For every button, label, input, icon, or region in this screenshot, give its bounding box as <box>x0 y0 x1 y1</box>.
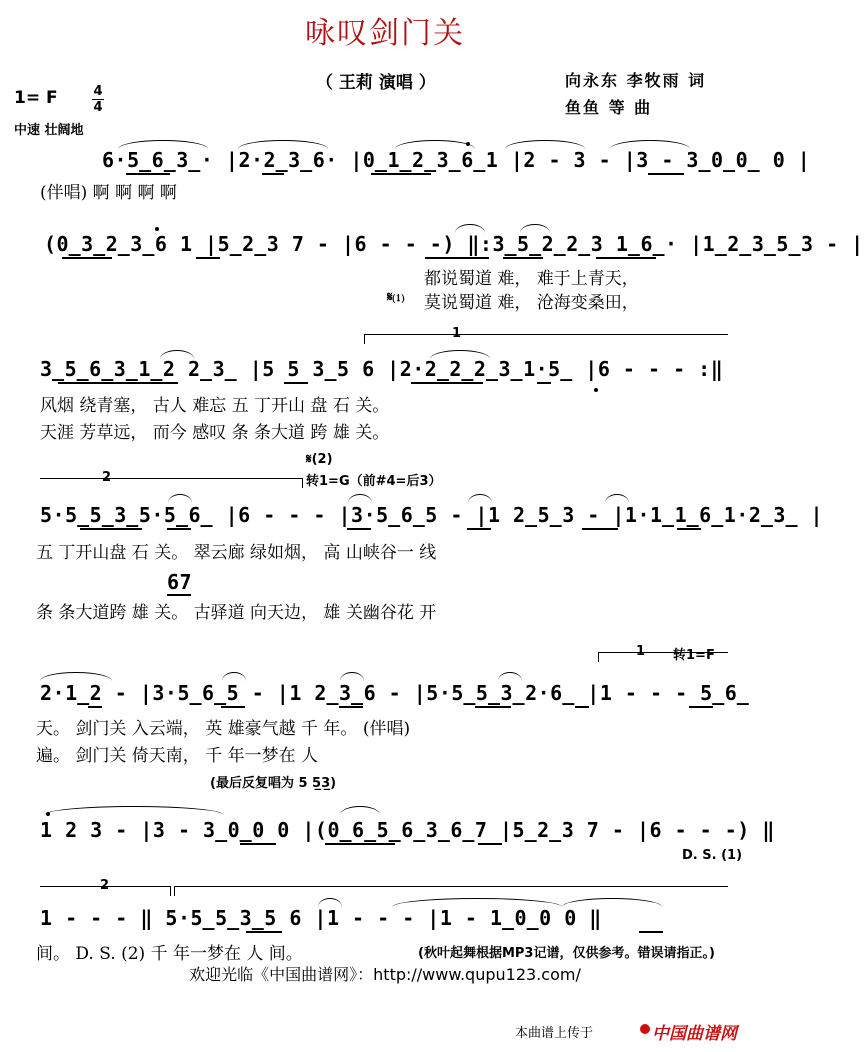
segno-1: 𝄋⑴ <box>387 290 405 305</box>
site-welcome-link[interactable]: 欢迎光临《中国曲谱网》：http://www.qupu123.com/ <box>189 965 581 984</box>
lyrics-row-4-verse-1: 五 丁开山盘 石 关。 翠云廊 绿如烟， 高 山峡谷一 线 <box>36 543 437 563</box>
music-row-6: 1 2 3 - |3 - 3̲0̲0 0 |(0̲6̲5̲6̲3̲6̲7 |5̲2̲3 7 - |6 - - -) ‖ <box>40 818 775 842</box>
key-signature: 1= F <box>14 88 58 108</box>
lyrics-row-3-verse-1: 风烟 绕青塞， 古人 难忘 五 丁开山 盘 石 关。 <box>40 396 390 416</box>
music-row-1: 6·5̲6̲3̲· |2·2̲3̲6· |0̲1̲2̲3̲6̲1 |2 - 3 - |3 - 3̲0̲0̲ 0 | <box>102 148 811 172</box>
music-row-2: (0̲3̲2̲3̲6 1 |5̲2̲3 7 - |6 - - -) ‖:3̲5̲2̲2̲3 1̲6̲· |1̲2̲3̲5̲3 - | <box>44 232 864 256</box>
lyricist-credit: 向永东 李牧雨 词 <box>565 71 707 90</box>
segno-2: 𝄋(2) <box>306 452 333 467</box>
lyrics-row-5-verse-2: 遍。 剑门关 倚天南， 千 年一梦在 人 <box>36 746 319 766</box>
site-logo-icon <box>640 1024 650 1034</box>
lyrics-row-5-verse-1: 天。 剑门关 入云端， 英 雄豪气越 千 年。 (伴唱) <box>36 719 411 739</box>
lyrics-row-2-verse-1: 都说蜀道 难， 难于上青天， <box>424 269 639 289</box>
lyrics-row-4-verse-2: 条 条大道跨 雄 关。 古驿道 向天边， 雄 关幽谷花 开 <box>36 603 437 623</box>
lyrics-row-3-verse-2: 天涯 芳草远， 而今 感叹 条 条大道 跨 雄 关。 <box>40 423 390 443</box>
composer-credit: 鱼鱼 等 曲 <box>565 98 653 117</box>
time-signature-bottom: 4 <box>93 100 103 115</box>
volta-1-first: 1 <box>452 326 462 341</box>
volta-2-first: 2 <box>102 470 112 485</box>
time-signature <box>92 84 104 115</box>
time-signature-top: 4 <box>93 84 103 99</box>
volta-1-second: 1 <box>636 644 646 659</box>
modulation-g: 转1=G（前#4=后3） <box>306 474 442 489</box>
site-logo[interactable]: 中国曲谱网 <box>652 1024 737 1044</box>
ds-1: D. S. (1) <box>682 848 743 863</box>
lyrics-row-1: (伴唱) 啊 啊 啊 啊 <box>40 183 177 203</box>
upload-label: 本曲谱上传于 <box>515 1026 594 1041</box>
alternate-notes: 67 <box>167 570 193 594</box>
music-row-5: 2·1̲2 - |3·5̲6̲5 - |1 2̲3̲6 - |5·5̲5̲3̲2·6̲ |1 - - - 5̲6̲ <box>40 681 750 705</box>
lyrics-row-7: 间。 D. S. (2) 千 年一梦在 人 间。 <box>36 944 303 964</box>
final-repeat-note: (最后反复唱为 5 5̲3̲) <box>210 776 337 791</box>
music-row-4: 5·5̲5̲3̲5·5̲6̲ |6 - - - |3·5̲6̲5 - |1 2̲5̲3 - |1·1̲1̲6̲1·2̲3̲ | <box>40 503 824 527</box>
music-row-7: 1 - - - ‖ 5·5̲5̲3̲5 6 |1 - - - |1 - 1̲0̲0 0 ‖ <box>40 906 602 930</box>
modulation-f: 转1=F <box>673 648 715 663</box>
tempo-marking: 中速 壮阔地 <box>14 123 84 138</box>
transcription-note: (秋叶起舞根据MP3记谱，仅供参考。错误请指正。) <box>418 946 715 961</box>
volta-2-second: 2 <box>100 878 110 893</box>
singer-credit: （ 王莉 演唱 ） <box>316 73 436 93</box>
lyrics-row-2-verse-2: 莫说蜀道 难， 沧海变桑田， <box>424 293 639 313</box>
music-row-3: 3̲5̲6̲3̲1̲2 2̲3̲ |5 5 3̲5 6 |2·2̲2̲2̲3̲1·5̲ |6 - - - :‖ <box>40 357 724 381</box>
page-title: 咏叹剑门关 <box>305 16 465 51</box>
